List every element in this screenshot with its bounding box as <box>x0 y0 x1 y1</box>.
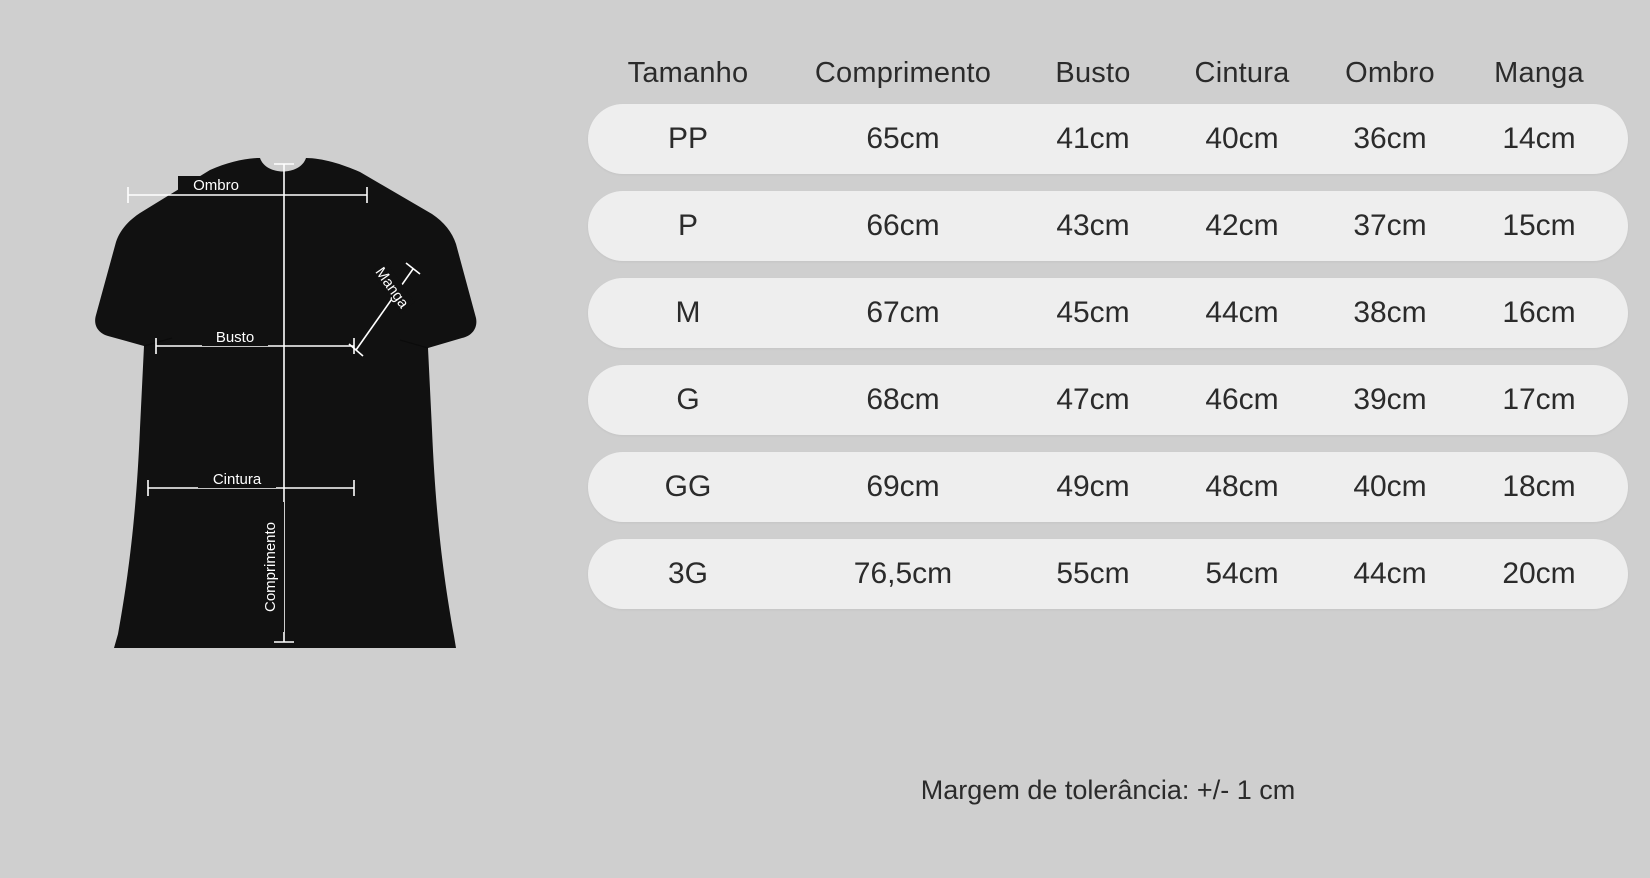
cell-cintura: 54cm <box>1205 557 1279 590</box>
cell-comprimento: 68cm <box>866 383 940 416</box>
cell-comprimento: 65cm <box>866 122 940 155</box>
cell-tamanho: PP <box>667 122 709 155</box>
cell-tamanho: P <box>677 209 698 242</box>
header-tamanho: Tamanho <box>627 56 749 89</box>
header-comprimento: Comprimento <box>814 56 992 89</box>
cell-cintura: 44cm <box>1205 296 1279 329</box>
cell-ombro: 44cm <box>1353 557 1427 590</box>
cell-comprimento: 76,5cm <box>853 557 953 590</box>
table-row <box>588 191 1628 261</box>
tshirt-svg <box>60 150 510 690</box>
cell-tamanho: GG <box>664 470 712 503</box>
cell-busto: 47cm <box>1056 383 1130 416</box>
cell-manga: 16cm <box>1502 296 1576 329</box>
cell-manga: 17cm <box>1502 383 1576 416</box>
cell-ombro: 39cm <box>1353 383 1427 416</box>
header-ombro: Ombro <box>1345 56 1435 89</box>
cell-comprimento: 69cm <box>866 470 940 503</box>
table-row <box>588 365 1628 435</box>
tolerance-note: Margem de tolerância: +/- 1 cm <box>920 775 1296 805</box>
cell-manga: 20cm <box>1502 557 1576 590</box>
label-waist: Cintura <box>212 471 262 488</box>
label-sleeve: Manga <box>371 264 412 312</box>
header-cintura: Cintura <box>1194 56 1290 89</box>
cell-manga: 14cm <box>1502 122 1576 155</box>
garment-illustration-panel <box>0 0 580 878</box>
cell-tamanho: 3G <box>667 557 709 590</box>
tshirt-shape <box>95 158 476 648</box>
cell-tamanho: M <box>675 296 701 329</box>
label-length: Comprimento <box>262 521 279 613</box>
cell-cintura: 42cm <box>1205 209 1279 242</box>
cell-busto: 45cm <box>1056 296 1130 329</box>
cell-manga: 15cm <box>1502 209 1576 242</box>
table-row <box>588 452 1628 522</box>
cell-comprimento: 67cm <box>866 296 940 329</box>
cell-busto: 41cm <box>1056 122 1130 155</box>
header-busto: Busto <box>1055 56 1131 89</box>
cell-ombro: 37cm <box>1353 209 1427 242</box>
header-manga: Manga <box>1494 56 1584 89</box>
table-row <box>588 539 1628 609</box>
cell-cintura: 46cm <box>1205 383 1279 416</box>
cell-cintura: 48cm <box>1205 470 1279 503</box>
cell-ombro: 38cm <box>1353 296 1427 329</box>
size-table <box>588 42 1628 626</box>
label-bust: Busto <box>215 329 255 346</box>
cell-ombro: 40cm <box>1353 470 1427 503</box>
table-row <box>588 278 1628 348</box>
cell-manga: 18cm <box>1502 470 1576 503</box>
cell-busto: 55cm <box>1056 557 1130 590</box>
cell-comprimento: 66cm <box>866 209 940 242</box>
table-row <box>588 104 1628 174</box>
cell-cintura: 40cm <box>1205 122 1279 155</box>
label-shoulder: Ombro <box>193 177 239 194</box>
cell-ombro: 36cm <box>1353 122 1427 155</box>
table-header-row <box>588 42 1628 104</box>
cell-busto: 49cm <box>1056 470 1130 503</box>
tshirt-diagram <box>60 150 510 690</box>
cell-tamanho: G <box>676 383 700 416</box>
cell-busto: 43cm <box>1056 209 1130 242</box>
size-table-panel <box>580 0 1650 878</box>
